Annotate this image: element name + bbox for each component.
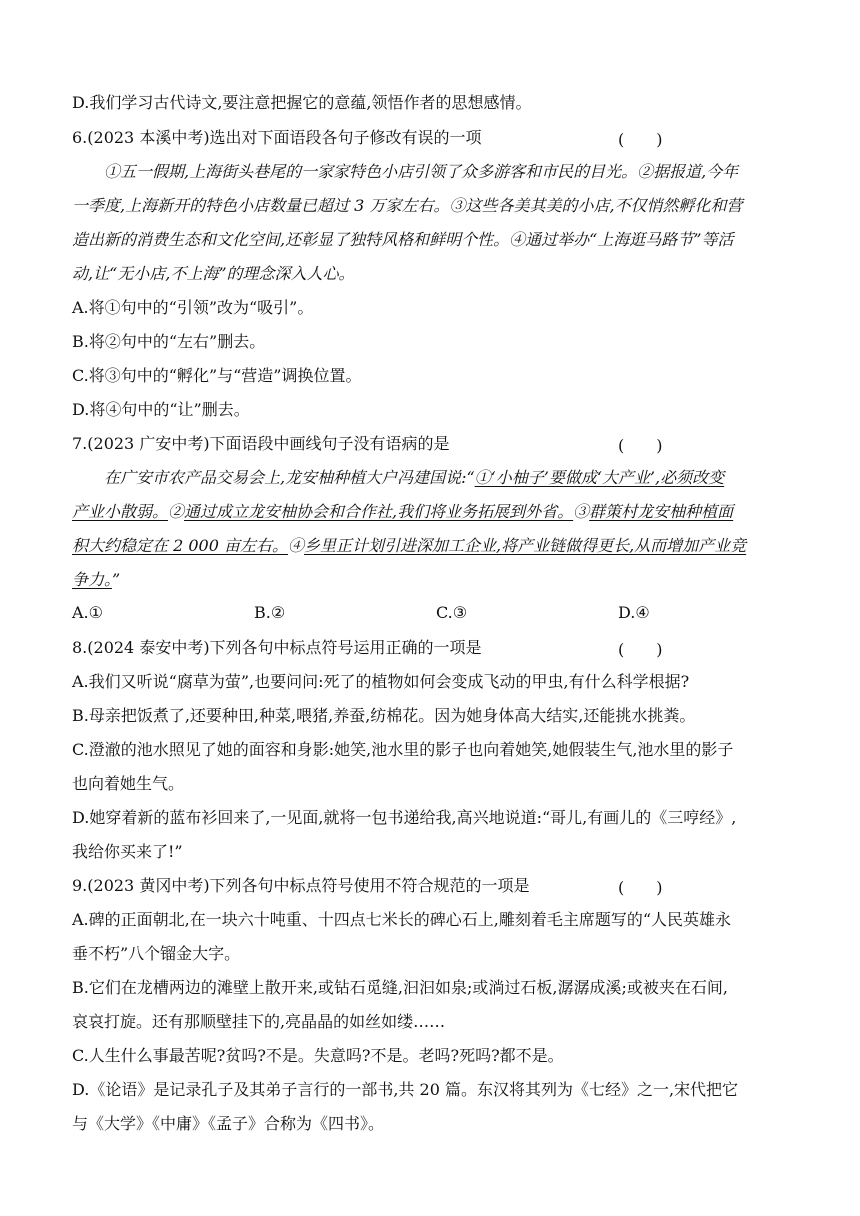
q7-option-d: D.④ <box>618 603 650 622</box>
q9-option-a-line-2: 垂不朽”八个镏金大字。 <box>72 944 241 963</box>
q7-marker-3: ③ <box>573 502 590 521</box>
q7-passage-line-1 <box>104 467 724 489</box>
q6-stem: 6.(2023 本溪中考)选出对下面语段各句子修改有误的一项 <box>72 128 482 147</box>
q6-option-c: C.将③句中的“孵化”与“营造”调换位置。 <box>72 366 362 385</box>
q7-passage-line-3 <box>72 535 746 557</box>
q7-option-c: C.③ <box>436 603 468 622</box>
q6-passage-line-1: ①五一假期,上海街头巷尾的一家家特色小店引领了众多游客和市民的目光。②据报道,今年 <box>104 162 739 181</box>
q8-option-b: B.母亲把饭煮了,还要种田,种菜,喂猪,养蚕,纺棉花。因为她身体高大结实,还能挑水挑粪。 <box>72 706 696 725</box>
q6-option-a: A.将①句中的“引领”改为“吸引”。 <box>72 298 314 317</box>
q7-marker-4: ④ <box>287 536 304 555</box>
q7-passage-line-4 <box>72 569 120 591</box>
q8-option-c-line-2: 也向着她生气。 <box>72 774 185 793</box>
q7-option-b: B.② <box>254 603 286 622</box>
q7-underlined-sentence-1-end: 产业小散弱。 <box>72 502 169 521</box>
q7-underlined-sentence-3: 群策村龙安柚种植面 <box>589 502 734 521</box>
q6-passage-line-4: 动,让“无小店,不上海”的理念深入人心。 <box>72 264 355 283</box>
q8-stem: 8.(2024 泰安中考)下列各句中标点符号运用正确的一项是 <box>72 638 482 657</box>
q8-option-a: A.我们又听说“腐草为萤”,也要问问:死了的植物如何会变成飞动的甲虫,有什么科学根据? <box>72 672 690 691</box>
q9-stem: 9.(2023 黄冈中考)下列各句中标点符号使用不符合规范的一项是 <box>72 876 530 895</box>
q9-option-b-line-2: 哀哀打旋。还有那顺壁挂下的,亮晶晶的如丝如缕…… <box>72 1012 446 1031</box>
q8-answer-paren: ( ) <box>618 640 663 659</box>
q6-passage-line-3: 造出新的消费生态和文化空间,还彰显了独特风格和鲜明个性。④通过举办“上海逛马路节”等活 <box>72 230 734 249</box>
q7-marker-2: ② <box>168 502 185 521</box>
q6-option-b: B.将②句中的“左右”删去。 <box>72 332 266 351</box>
q9-answer-paren: ( ) <box>618 878 663 897</box>
q7-underlined-sentence-2: 通过成立龙安柚协会和合作社,我们将业务拓展到外省。 <box>184 502 574 521</box>
q8-option-d-line-1: D.她穿着新的蓝布衫回来了,一见面,就将一包书递给我,高兴地说道:“哥儿,有画儿的《三哼经》, <box>72 808 737 827</box>
q7-option-a: A.① <box>72 603 103 622</box>
q7-underlined-sentence-1: ①‘小柚子’要做成‘大产业’,必须改变 <box>474 468 725 487</box>
q7-underlined-sentence-4: 乡里正计划引进深加工企业,将产业链做得更长,从而增加产业竞 <box>304 536 747 555</box>
q9-option-c: C.人生什么事最苦呢?贫吗?不是。失意吗?不是。老吗?死吗?都不是。 <box>72 1046 564 1065</box>
q9-option-b-line-1: B.它们在龙槽两边的滩壁上散开来,或钻石觅缝,汩汩如泉;或淌过石板,潺潺成溪;或被夹在石间, <box>72 978 728 997</box>
q5-option-d: D.我们学习古代诗文,要注意把握它的意蕴,领悟作者的思想感情。 <box>72 93 532 112</box>
q9-option-d-line-1: D.《论语》是记录孔子及其弟子言行的一部书,共 20 篇。东汉将其列为《七经》之一,宋代把它 <box>72 1080 739 1099</box>
q7-passage-line-2 <box>72 501 733 523</box>
q8-option-c-line-1: C.澄澈的池水照见了她的面容和身影:她笑,池水里的影子也向着她笑,她假装生气,池水里的影子 <box>72 740 734 759</box>
q7-passage-text: 在广安市农产品交易会上,龙安柚种植大户冯建国说:“ <box>104 468 475 487</box>
q9-option-a-line-1: A.碑的正面朝北,在一块六十吨重、十四点七米长的碑心石上,雕刻着毛主席题写的“人民英雄永 <box>72 910 731 929</box>
q7-underlined-sentence-4-end: 争力。 <box>72 570 113 589</box>
q6-answer-paren: ( ) <box>618 130 663 149</box>
q8-option-d-line-2: 我给你买来了!” <box>72 842 183 861</box>
q7-stem: 7.(2023 广安中考)下面语段中画线句子没有语病的是 <box>72 434 450 453</box>
q7-answer-paren: ( ) <box>618 436 663 455</box>
q6-passage-line-2: 一季度,上海新开的特色小店数量已超过 3 万家左右。③这些各美其美的小店,不仅悄然孵化和营 <box>72 196 743 215</box>
q6-option-d: D.将④句中的“让”删去。 <box>72 400 250 419</box>
q7-underlined-sentence-3-end: 积大约稳定在 2 000 亩左右。 <box>72 536 288 555</box>
q7-closing-quote: ” <box>112 570 121 589</box>
q9-option-d-line-2: 与《大学》《中庸》《孟子》合称为《四书》。 <box>72 1114 385 1133</box>
